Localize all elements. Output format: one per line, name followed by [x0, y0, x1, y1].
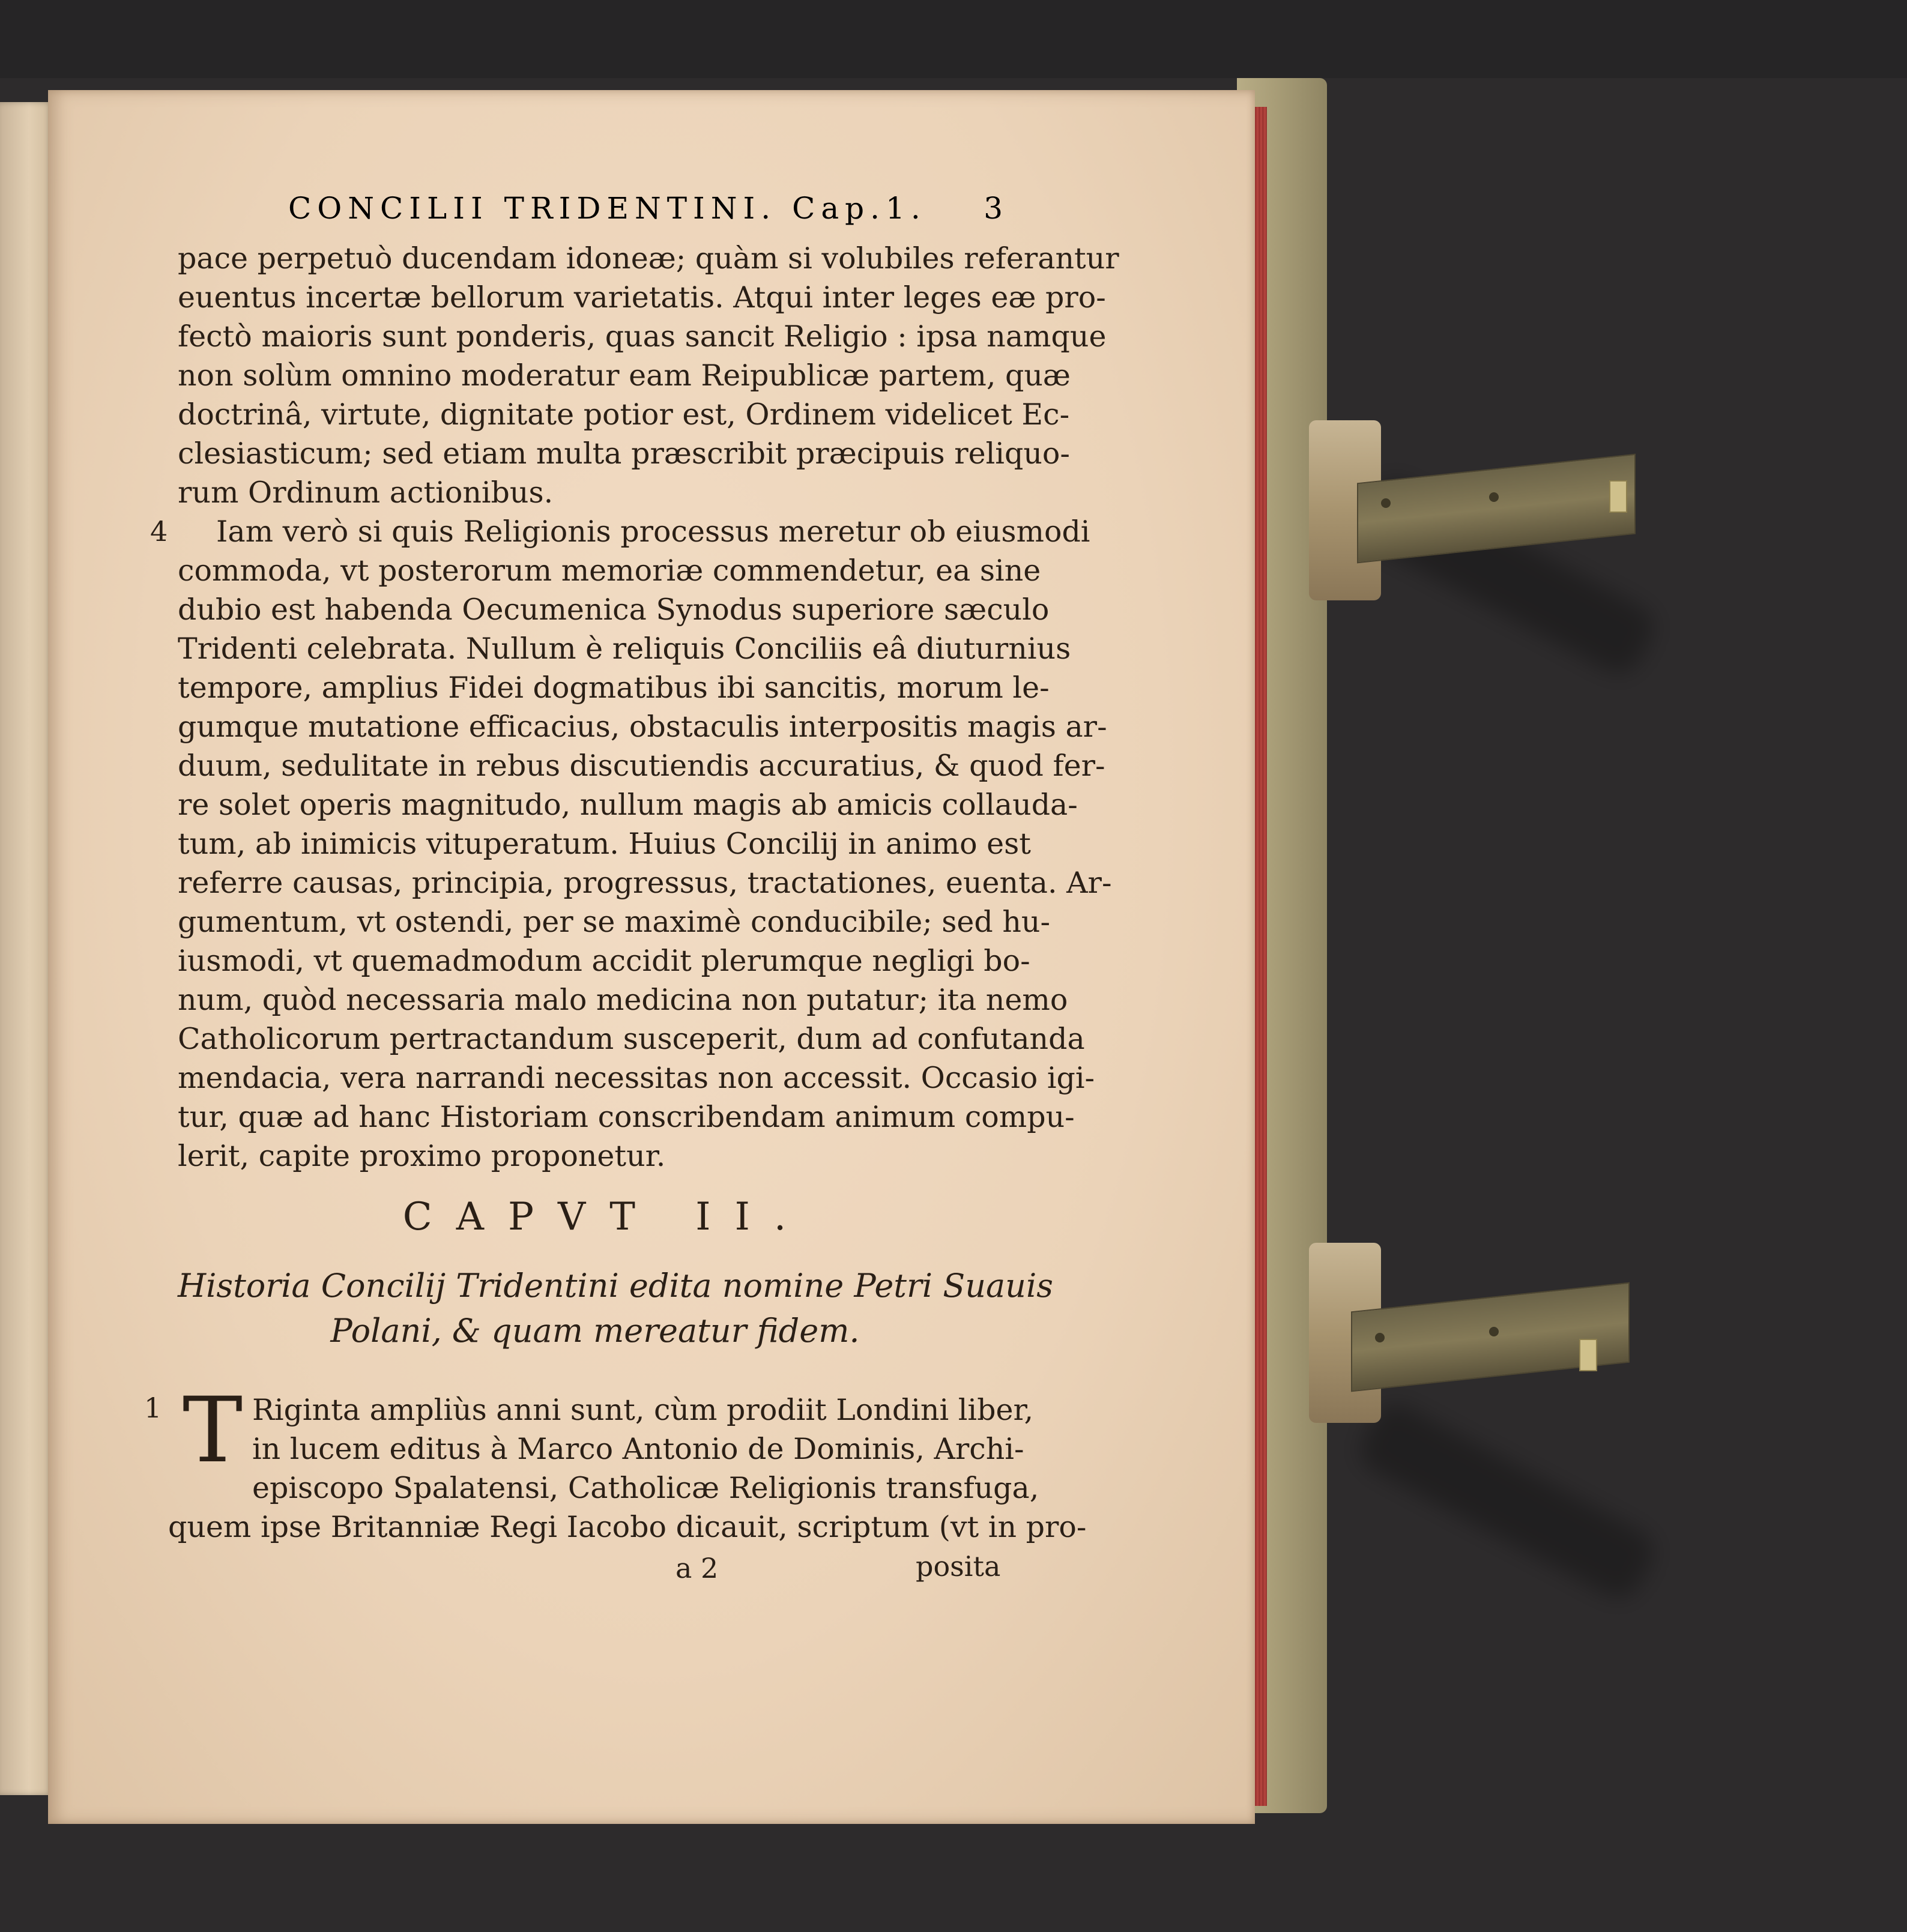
chapter-title-line: Historia Concilij Tridentini edita nomine Petri Suauis	[178, 1267, 1053, 1305]
text-line: tempore, amplius Fidei dogmatibus ibi sancitis, morum le-	[178, 671, 1050, 705]
clasp-pin-upper	[1609, 480, 1627, 513]
clasp-rivet	[1489, 1327, 1499, 1336]
text-line: dubio est habenda Oecumenica Synodus superiore sæculo	[178, 593, 1050, 627]
text-line: doctrinâ, virtute, dignitate potior est, Ordinem videlicet Ec-	[178, 397, 1070, 432]
text-line: euentus incertæ bellorum varietatis. Atqui inter leges eæ pro-	[178, 280, 1106, 315]
signature-mark: a 2	[675, 1552, 719, 1584]
chapter-heading: CAPVT II.	[402, 1195, 811, 1239]
text-line: non solùm omnino moderatur eam Reipublicæ partem, quæ	[178, 358, 1071, 393]
section-number: 1	[144, 1392, 162, 1424]
text-line: Iam verò si quis Religionis processus meretur ob eiusmodi	[216, 515, 1090, 549]
clasp-rivet	[1381, 498, 1391, 508]
chapter-title-line: Polani, & quam mereatur fidem.	[330, 1312, 860, 1350]
catchword: posita	[916, 1550, 1001, 1583]
text-line: tur, quæ ad hanc Historiam conscribendam animum compu-	[178, 1100, 1075, 1134]
section-number: 4	[150, 515, 168, 548]
text-line: gumentum, vt ostendi, per se maximè conducibile; sed hu-	[178, 905, 1051, 939]
text-line: fectò maioris sunt ponderis, quas sancit Religio : ipsa namque	[178, 319, 1107, 354]
running-head-title: CONCILII TRIDENTINI. Cap.1.	[288, 191, 926, 226]
text-line: num, quòd necessaria malo medicina non putatur; ita nemo	[178, 983, 1068, 1017]
text-line: clesiasticum; sed etiam multa præscribit præcipuis reliquo-	[178, 436, 1070, 471]
clasp-plate-upper	[1357, 454, 1636, 564]
text-line: gumque mutatione efficacius, obstaculis interpositis magis ar-	[178, 710, 1107, 744]
drop-cap: T	[183, 1378, 243, 1483]
text-line: referre causas, principia, progressus, tractationes, euenta. Ar-	[178, 866, 1112, 900]
text-line: Tridenti celebrata. Nullum è reliquis Conciliis eâ diuturnius	[178, 632, 1071, 666]
text-line: in lucem editus à Marco Antonio de Dominis, Archi-	[252, 1432, 1024, 1466]
text-line: iusmodi, vt quemadmodum accidit plerumque negligi bo-	[178, 944, 1030, 978]
text-line: Riginta ampliùs anni sunt, cùm prodiit Londini liber,	[252, 1393, 1034, 1427]
running-head	[288, 191, 1009, 233]
text-line: re solet operis magnitudo, nullum magis ab amicis collauda-	[178, 788, 1078, 822]
text-line: mendacia, vera narrandi necessitas non accessit. Occasio igi-	[178, 1061, 1095, 1095]
facing-page-edge	[0, 102, 53, 1795]
text-line: lerit, capite proximo proponetur.	[178, 1139, 666, 1173]
clasp-upper	[1309, 420, 1645, 612]
text-line: Catholicorum pertractandum susceperit, dum ad confutanda	[178, 1022, 1085, 1056]
clasp-lower	[1309, 1231, 1645, 1429]
clasp-pin-lower	[1579, 1339, 1597, 1371]
text-line: rum Ordinum actionibus.	[178, 475, 554, 510]
text-line: tum, ab inimicis vituperatum. Huius Concilij in animo est	[178, 827, 1031, 861]
text-line: quem ipse Britanniæ Regi Iacobo dicauit, scriptum (vt in pro-	[168, 1510, 1087, 1544]
text-line: pace perpetuò ducendam idoneæ; quàm si volubiles referantur	[178, 241, 1119, 276]
page-number: 3	[984, 191, 1009, 226]
text-line: commoda, vt posterorum memoriæ commendetur, ea sine	[178, 554, 1041, 588]
text-line: episcopo Spalatensi, Catholicæ Religionis transfuga,	[252, 1471, 1039, 1505]
clasp-rivet	[1375, 1333, 1385, 1342]
clasp-plate-lower	[1351, 1282, 1630, 1392]
background-top	[0, 0, 1907, 78]
clasp-rivet	[1489, 492, 1499, 502]
text-line: duum, sedulitate in rebus discutiendis accuratius, & quod fer-	[178, 749, 1105, 783]
